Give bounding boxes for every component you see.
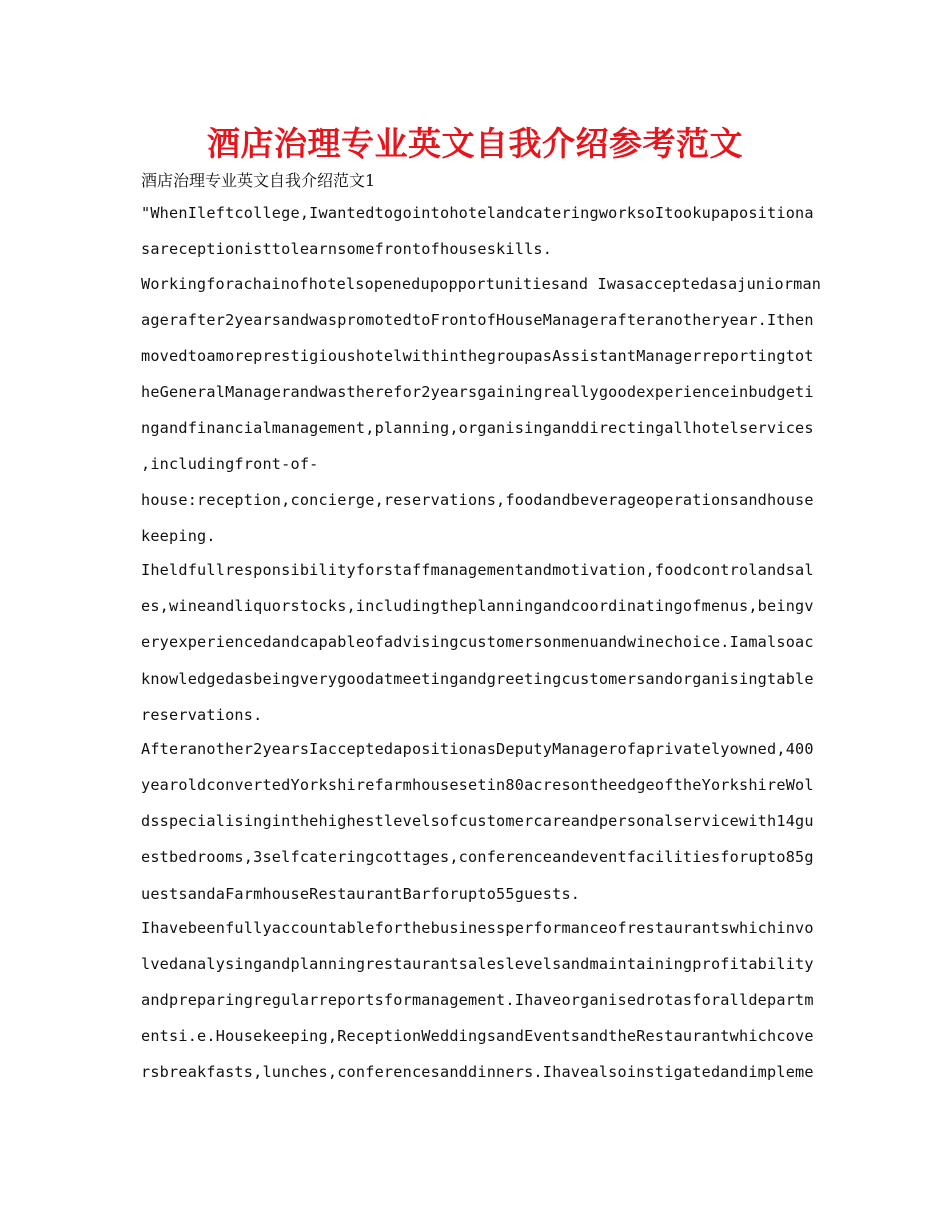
body-line: andpreparingregularreportsformanagement.Ihaveorganisedrotasforalldepartm [141, 991, 814, 1009]
body-line: ,includingfront-of- [141, 455, 319, 473]
body-line: dsspecialisinginthehighestlevelsofcustomercareandpersonalservicewith14gu [141, 812, 814, 830]
document-subtitle: 酒店治理专业英文自我介绍范文1 [141, 171, 376, 190]
body-line: ngandfinancialmanagement,planning,organisinganddirectingallhotelservices [141, 419, 814, 437]
body-line: knowledgedasbeingverygoodatmeetingandgreetingcustomersandorganisingtable [141, 670, 814, 688]
body-line: movedtoamoreprestigioushotelwithinthegroupasAssistantManagerreportingtot [141, 347, 814, 365]
body-line: eryexperiencedandcapableofadvisingcustomersonmenuandwinechoice.Iamalsoac [141, 633, 814, 651]
body-line: Ihavebeenfullyaccountableforthebusinessperformanceofrestaurantswhichinvo [141, 919, 814, 937]
body-line: heGeneralManagerandwastherefor2yearsgainingreallygoodexperienceinbudgeti [141, 383, 814, 401]
body-line: yearoldconvertedYorkshirefarmhousesetin80acresontheedgeoftheYorkshireWol [141, 776, 814, 794]
body-line: estbedrooms,3selfcateringcottages,conferenceandeventfacilitiesforupto85g [141, 848, 814, 866]
body-line: agerafter2yearsandwaspromotedtoFrontofHouseManagerafteranotheryear.Ithen [141, 311, 814, 329]
body-line: reservations. [141, 706, 263, 724]
document-title: 酒店治理专业英文自我介绍参考范文 [207, 124, 743, 163]
body-line: es,wineandliquorstocks,includingtheplanningandcoordinatingofmenus,beingv [141, 597, 814, 615]
body-line: lvedanalysingandplanningrestaurantsaleslevelsandmaintainingprofitability [141, 955, 814, 973]
body-line: rsbreakfasts,lunches,conferencesanddinners.Ihavealsoinstigatedandimpleme [141, 1063, 814, 1081]
body-line: Workingforachainofhotelsopenedupopportunitiesand Iwasacceptedasajuniorman [141, 275, 822, 293]
body-line: house:reception,concierge,reservations,foodandbeverageoperationsandhouse [141, 491, 814, 509]
body-line: "WhenIleftcollege,IwantedtogointohotelandcateringworksoItookupapositiona [141, 204, 814, 222]
body-line: keeping. [141, 527, 216, 545]
body-line: Afteranother2yearsIacceptedapositionasDeputyManagerofaprivatelyowned,400 [141, 740, 814, 758]
body-line: uestsandaFarmhouseRestaurantBarforupto55guests. [141, 885, 581, 903]
body-line: sareceptionisttolearnsomefrontofhouseskills. [141, 240, 553, 258]
body-line: Iheldfullresponsibilityforstaffmanagementandmotivation,foodcontrolandsal [141, 561, 814, 579]
body-line: entsi.e.Housekeeping,ReceptionWeddingsandEventsandtheRestaurantwhichcove [141, 1027, 814, 1045]
